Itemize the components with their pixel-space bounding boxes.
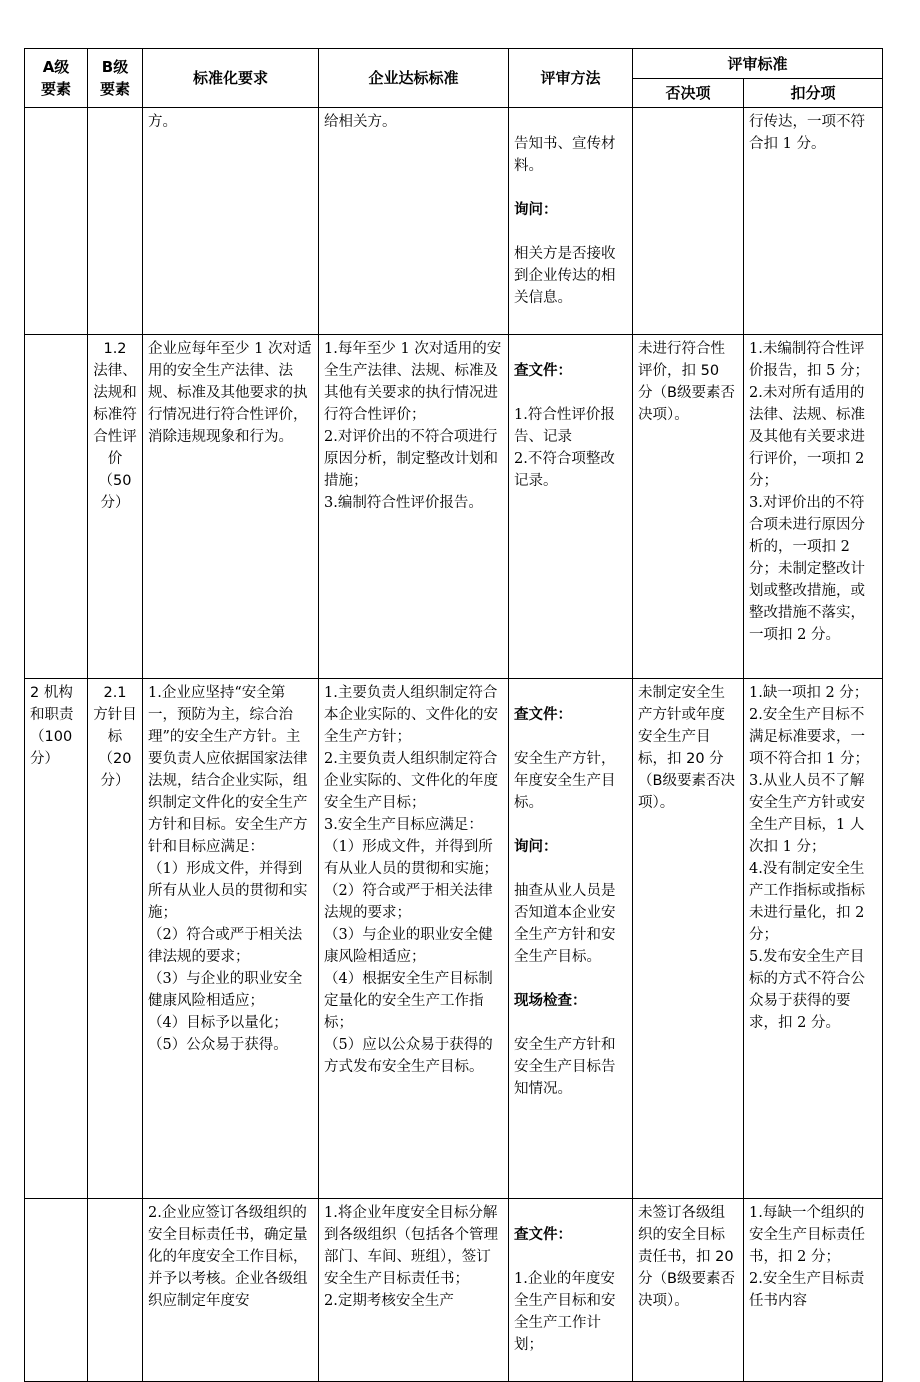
a-level-cell xyxy=(25,335,88,679)
method-text: 抽查从业人员是否知道本企业安全生产方针和安全生产目标。 xyxy=(514,883,616,965)
method-text: 相关方是否接收到企业传达的相关信息。 xyxy=(514,246,616,306)
method-cell xyxy=(509,335,633,679)
requirement-cell: 企业应每年至少 1 次对适用的安全生产法律、法规、标准及其他要求的执行情况进行符合性评价，消除违规现象和行为。 xyxy=(143,335,319,679)
b-level-cell xyxy=(88,1199,143,1382)
method-label: 查文件： xyxy=(514,1227,572,1243)
table-row xyxy=(25,108,883,335)
a-level-cell xyxy=(25,108,88,335)
standard-cell: 1.每年至少 1 次对适用的安全生产法律、法规、标准及其他有关要求的执行情况进行符合性评价； 2.对评价出的不符合项进行原因分析，制定整改计划和措施； 3.编制符合性评价报告。 xyxy=(319,335,509,679)
requirement-cell: 2.企业应签订各级组织的安全目标责任书，确定量化的年度安全工作目标，并予以考核。企业各级组织应制定年度安 xyxy=(143,1199,319,1382)
standard-cell: 1.主要负责人组织制定符合本企业实际的、文件化的安全生产方针； 2.主要负责人组织制定符合企业实际的、文件化的年度安全生产目标； 3.安全生产目标应满足： （1）形成文件，并得到所有从业人员的贯彻和实施； （2）符合或严于相关法律法规的要求； （3）与企业的职业安全健康风险相适应； （4）根据安全生产目标制定量化的安全生产工作指标； （5）应以公众易于获得的方式发布安全生产目标。 xyxy=(319,679,509,1199)
deduction-cell: 行传达，一项不符合扣 1 分。 xyxy=(744,108,883,335)
veto-cell xyxy=(633,108,744,335)
standard-cell: 给相关方。 xyxy=(319,108,509,335)
header-review-criteria: 评审标准 xyxy=(633,49,883,79)
method-cell xyxy=(509,679,633,1199)
requirement-cell: 方。 xyxy=(143,108,319,335)
method-cell xyxy=(509,108,633,335)
a-level-cell: 2 机构和职责（100分） xyxy=(25,679,88,1199)
method-label: 查文件： xyxy=(514,707,572,723)
veto-cell: 未签订各级组织的安全目标责任书，扣 20 分（B级要素否决项）。 xyxy=(633,1199,744,1382)
method-text: 安全生产方针和安全生产目标告知情况。 xyxy=(514,1037,616,1097)
deduction-cell: 1.缺一项扣 2 分； 2.安全生产目标不满足标准要求，一项不符合扣 1 分； 3.从业人员不了解安全生产方针或安全生产目标，1 人次扣 1 分； 4.没有制定安全生产工作指标或指标未进行量化，扣 2 分； 5.发布安全生产目标的方式不符合公众易于获得的要求，扣 2 分。 xyxy=(744,679,883,1199)
method-text: 1.符合性评价报告、记录 2.不符合项整改记录。 xyxy=(514,407,615,489)
method-text: 安全生产方针，年度安全生产目标。 xyxy=(514,751,616,811)
deduction-cell: 1.每缺一个组织的安全生产目标责任书，扣 2 分； 2.安全生产目标责任书内容 xyxy=(744,1199,883,1382)
method-label: 询问： xyxy=(514,839,558,855)
table-row xyxy=(25,679,883,1199)
method-text: 1.企业的年度安全生产目标和安全生产工作计划； xyxy=(514,1271,616,1353)
header-deduction: 扣分项 xyxy=(744,79,883,108)
b-level-cell: 2.1 方针目标（20分） xyxy=(88,679,143,1199)
table-row xyxy=(25,335,883,679)
b-level-cell: 1.2 法律、法规和标准符合性评价（50分） xyxy=(88,335,143,679)
method-label: 查文件： xyxy=(514,363,572,379)
a-level-cell xyxy=(25,1199,88,1382)
header-veto: 否决项 xyxy=(633,79,744,108)
table-row xyxy=(25,1199,883,1382)
method-label: 询问： xyxy=(514,202,558,218)
b-level-cell xyxy=(88,108,143,335)
veto-cell: 未进行符合性评价，扣 50 分（B级要素否决项）。 xyxy=(633,335,744,679)
header-b-level: B级 要素 xyxy=(88,49,143,108)
veto-cell: 未制定安全生产方针或年度安全生产目标，扣 20 分（B级要素否决项）。 xyxy=(633,679,744,1199)
header-enterprise-standard: 企业达标标准 xyxy=(319,49,509,108)
header-review-method: 评审方法 xyxy=(509,49,633,108)
deduction-cell: 1.未编制符合性评价报告，扣 5 分； 2.未对所有适用的法律、法规、标准及其他有关要求进行评价，一项扣 2 分； 3.对评价出的不符合项未进行原因分析的，一项扣 2 分；未制定整改计划或整改措施，或整改措施不落实，一项扣 2 分。 xyxy=(744,335,883,679)
header-row-1 xyxy=(25,49,883,79)
header-a-level: A级 要素 xyxy=(25,49,88,108)
method-label: 现场检查： xyxy=(514,993,587,1009)
standard-cell: 1.将企业年度安全目标分解到各级组织（包括各个管理部门、车间、班组），签订安全生产目标责任书； 2.定期考核安全生产 xyxy=(319,1199,509,1382)
requirement-cell: 1.企业应坚持“安全第一，预防为主，综合治理”的安全生产方针。主要负责人应依据国家法律法规，结合企业实际，组织制定文件化的安全生产方针和目标。安全生产方针和目标应满足： （1）形成文件，并得到所有从业人员的贯彻和实施； （2）符合或严于相关法律法规的要求； （3）与企业的职业安全健康风险相适应； （4）目标予以量化； （5）公众易于获得。 xyxy=(143,679,319,1199)
method-cell xyxy=(509,1199,633,1382)
header-requirement: 标准化要求 xyxy=(143,49,319,108)
standard-table xyxy=(24,48,883,1382)
method-text: 告知书、宣传材料。 xyxy=(514,136,616,174)
